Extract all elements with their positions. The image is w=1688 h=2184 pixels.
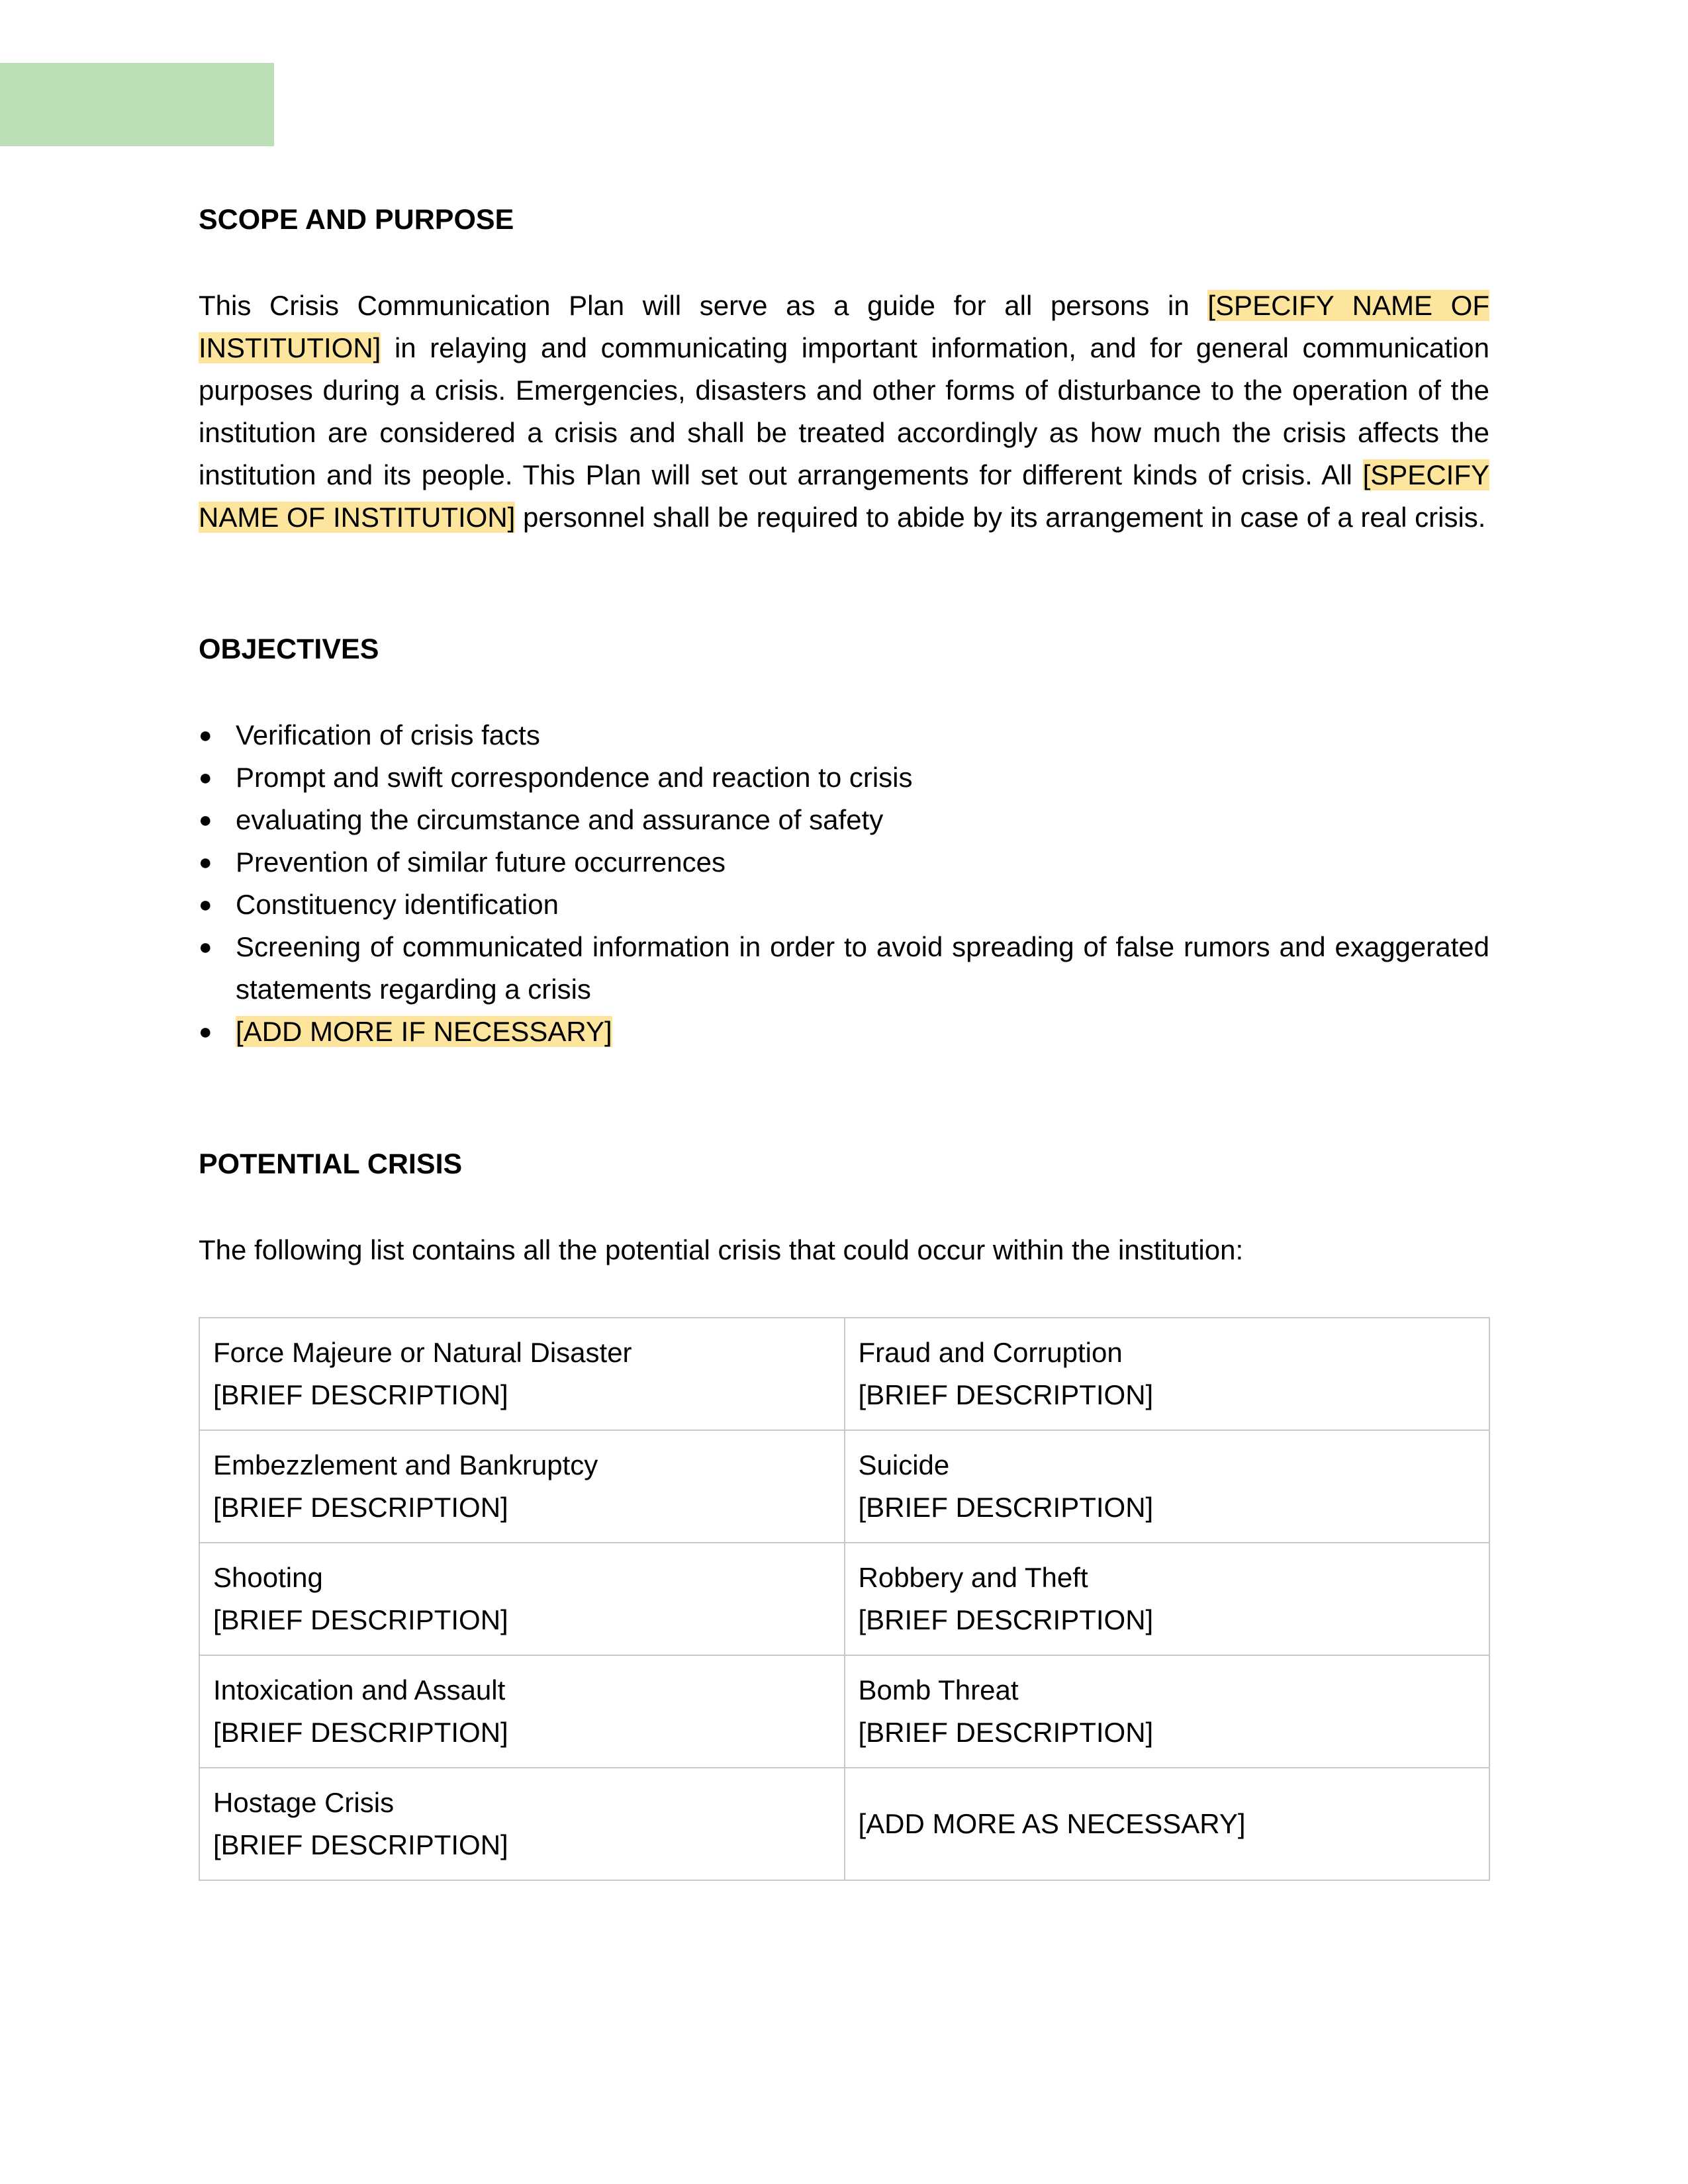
crisis-description: [BRIEF DESCRIPTION]	[213, 1717, 508, 1748]
scope-paragraph	[199, 285, 1489, 539]
table-row	[199, 1318, 1489, 1430]
crisis-description: [BRIEF DESCRIPTION]	[858, 1492, 1154, 1523]
table-row	[199, 1430, 1489, 1543]
institution-placeholder-2: [SPECIFY NAME OF INSTITUTION]	[199, 459, 1489, 533]
bullet-icon: ●	[199, 892, 212, 917]
objective-text: evaluating the circumstance and assurance of safety	[236, 804, 884, 835]
crisis-title: Shooting	[213, 1562, 323, 1593]
potential-crisis-intro: The following list contains all the potential crisis that could occur within the institution:	[199, 1234, 1244, 1265]
table-cell	[845, 1318, 1490, 1430]
crisis-description: [BRIEF DESCRIPTION]	[213, 1604, 508, 1635]
scope-text-3: personnel shall be required to abide by its arrangement in case of a real crisis.	[515, 502, 1486, 533]
scope-heading: SCOPE AND PURPOSE	[199, 204, 514, 236]
crisis-title: Suicide	[858, 1449, 950, 1480]
table-row	[199, 1543, 1489, 1655]
table-cell	[845, 1430, 1490, 1543]
table-cell	[199, 1318, 845, 1430]
objective-text: Screening of communicated information in order to avoid spreading of false rumors and exaggerated statements regarding a crisis	[236, 931, 1489, 1005]
scope-text-2: in relaying and communicating important information, and for general communication purposes during a crisis. Emergencies, disasters and other forms of disturbance to the operation of the institution are considered a crisis and shall be treated accordingly as how much the crisis affects the institution and its people. This Plan will set out arrangements for different kinds of crisis. All	[199, 332, 1489, 490]
list-item	[199, 841, 1489, 884]
objective-text: Prompt and swift correspondence and reaction to crisis	[236, 762, 913, 793]
bullet-icon: ●	[199, 765, 212, 790]
bullet-icon: ●	[199, 850, 212, 875]
institution-placeholder-1: [SPECIFY NAME OF INSTITUTION]	[199, 290, 1489, 363]
crisis-description: [BRIEF DESCRIPTION]	[213, 1829, 508, 1860]
table-cell	[199, 1543, 845, 1655]
table-cell	[845, 1655, 1490, 1768]
table-row	[199, 1768, 1489, 1880]
list-item	[199, 799, 1489, 841]
table-cell	[199, 1430, 845, 1543]
bullet-icon: ●	[199, 723, 212, 748]
list-item	[199, 926, 1489, 1011]
table-row	[199, 1655, 1489, 1768]
table-cell	[199, 1768, 845, 1880]
objectives-list	[199, 714, 1489, 1053]
crisis-description: [BRIEF DESCRIPTION]	[213, 1379, 508, 1410]
crisis-description: [BRIEF DESCRIPTION]	[858, 1604, 1154, 1635]
list-item	[199, 756, 1489, 799]
crisis-title: Hostage Crisis	[213, 1787, 395, 1818]
add-more-placeholder: [ADD MORE IF NECESSARY]	[236, 1016, 612, 1047]
bullet-icon: ●	[199, 934, 212, 960]
corner-decoration	[0, 63, 274, 146]
table-cell	[845, 1543, 1490, 1655]
bullet-icon: ●	[199, 1019, 212, 1044]
list-item	[199, 884, 1489, 926]
objectives-heading: OBJECTIVES	[199, 633, 379, 665]
crisis-description: [BRIEF DESCRIPTION]	[858, 1379, 1154, 1410]
crisis-title: Robbery and Theft	[858, 1562, 1088, 1593]
scope-text-1: This Crisis Communication Plan will serve as a guide for all persons in	[199, 290, 1208, 321]
table-cell	[199, 1655, 845, 1768]
crisis-title: Force Majeure or Natural Disaster	[213, 1337, 632, 1368]
list-item	[199, 1011, 1489, 1053]
crisis-title: Bomb Threat	[858, 1674, 1019, 1706]
list-item	[199, 714, 1489, 756]
crisis-description: [BRIEF DESCRIPTION]	[213, 1492, 508, 1523]
crisis-description: [BRIEF DESCRIPTION]	[858, 1717, 1154, 1748]
table-cell	[845, 1768, 1490, 1880]
objective-text: Verification of crisis facts	[236, 719, 540, 751]
objective-text: Constituency identification	[236, 889, 559, 920]
crisis-title: Embezzlement and Bankruptcy	[213, 1449, 598, 1480]
crisis-title: Intoxication and Assault	[213, 1674, 506, 1706]
objective-text: Prevention of similar future occurrences	[236, 846, 726, 878]
potential-crisis-heading: POTENTIAL CRISIS	[199, 1148, 463, 1180]
add-more-crisis-placeholder: [ADD MORE AS NECESSARY]	[858, 1808, 1246, 1839]
bullet-icon: ●	[199, 807, 212, 833]
potential-crisis-table	[199, 1317, 1490, 1881]
crisis-title: Fraud and Corruption	[858, 1337, 1123, 1368]
